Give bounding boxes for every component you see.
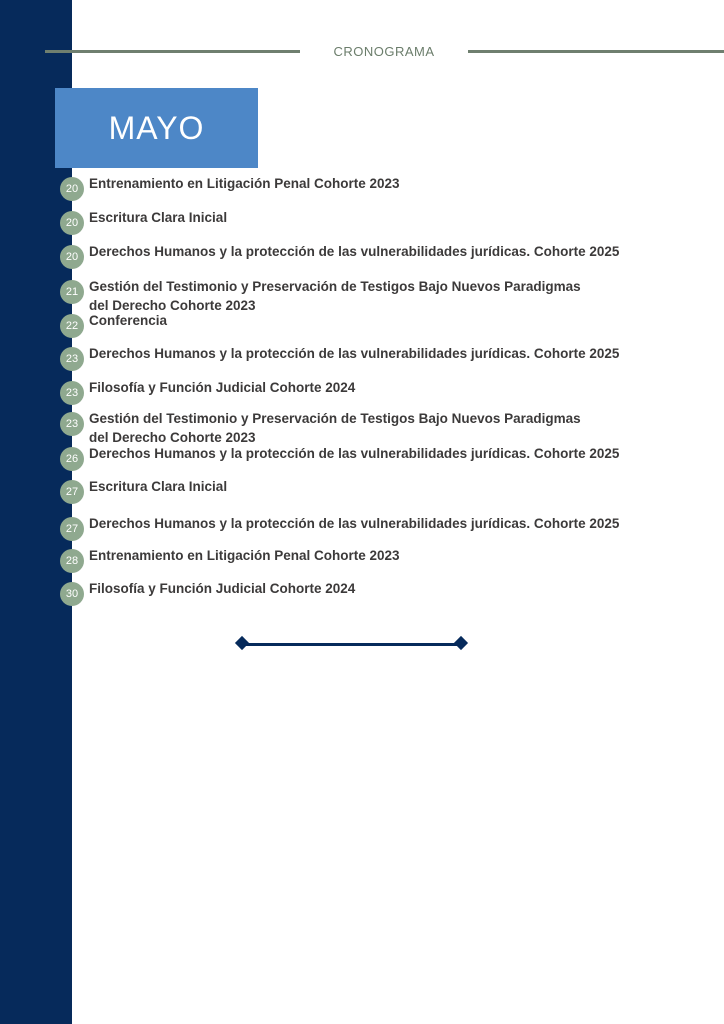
schedule-entry [60,280,581,315]
diamond-left-icon [235,636,249,650]
day-badge: 28 [60,549,84,573]
entry-title: Derechos Humanos y la protección de las vulnerabilidades jurídicas. Cohorte 2025 [89,346,620,361]
entry-title: Conferencia [89,313,168,328]
header-line-left [45,50,300,53]
entry-title: Entrenamiento en Litigación Penal Cohorte 2023 [89,176,400,191]
section-divider [242,643,460,646]
entry-title: Escritura Clara Inicial [89,210,228,225]
entry-title: Derechos Humanos y la protección de las vulnerabilidades jurídicas. Cohorte 2025 [89,516,620,531]
day-badge: 20 [60,177,84,201]
day-badge: 23 [60,381,84,405]
entry-title: Entrenamiento en Litigación Penal Cohorte 2023 [89,548,400,563]
header-title: CRONOGRAMA [333,44,435,59]
day-badge: 30 [60,582,84,606]
day-badge: 23 [60,347,84,371]
diamond-right-icon [454,636,468,650]
day-badge: 27 [60,517,84,541]
schedule-entry [60,447,619,471]
schedule-entry [60,412,581,447]
day-badge: 20 [60,211,84,235]
month-heading: MAYO [55,88,258,168]
schedule-entry [60,381,355,405]
schedule-entry [60,582,355,606]
entry-title: Derechos Humanos y la protección de las vulnerabilidades jurídicas. Cohorte 2025 [89,244,620,259]
day-badge: 23 [60,412,84,436]
entry-title: Escritura Clara Inicial [89,479,228,494]
header-line-right [468,50,724,53]
day-badge: 21 [60,280,84,304]
schedule-entry [60,245,619,269]
schedule-entry [60,211,227,235]
schedule-entry [60,480,227,504]
entry-title: Filosofía y Función Judicial Cohorte 2024 [89,581,356,596]
entry-title: Gestión del Testimonio y Preservación de Testigos Bajo Nuevos Paradigmas del Derecho Cohorte 2023 [89,411,581,445]
entry-title: Gestión del Testimonio y Preservación de Testigos Bajo Nuevos Paradigmas del Derecho Cohorte 2023 [89,279,581,313]
schedule-entry [60,517,619,541]
day-badge: 22 [60,314,84,338]
entry-title: Filosofía y Función Judicial Cohorte 2024 [89,380,356,395]
schedule-entry [60,347,619,371]
schedule-entry [60,549,400,573]
schedule-entry [60,314,167,338]
entry-title: Derechos Humanos y la protección de las vulnerabilidades jurídicas. Cohorte 2025 [89,446,620,461]
day-badge: 26 [60,447,84,471]
day-badge: 20 [60,245,84,269]
schedule-entry [60,177,400,201]
day-badge: 27 [60,480,84,504]
